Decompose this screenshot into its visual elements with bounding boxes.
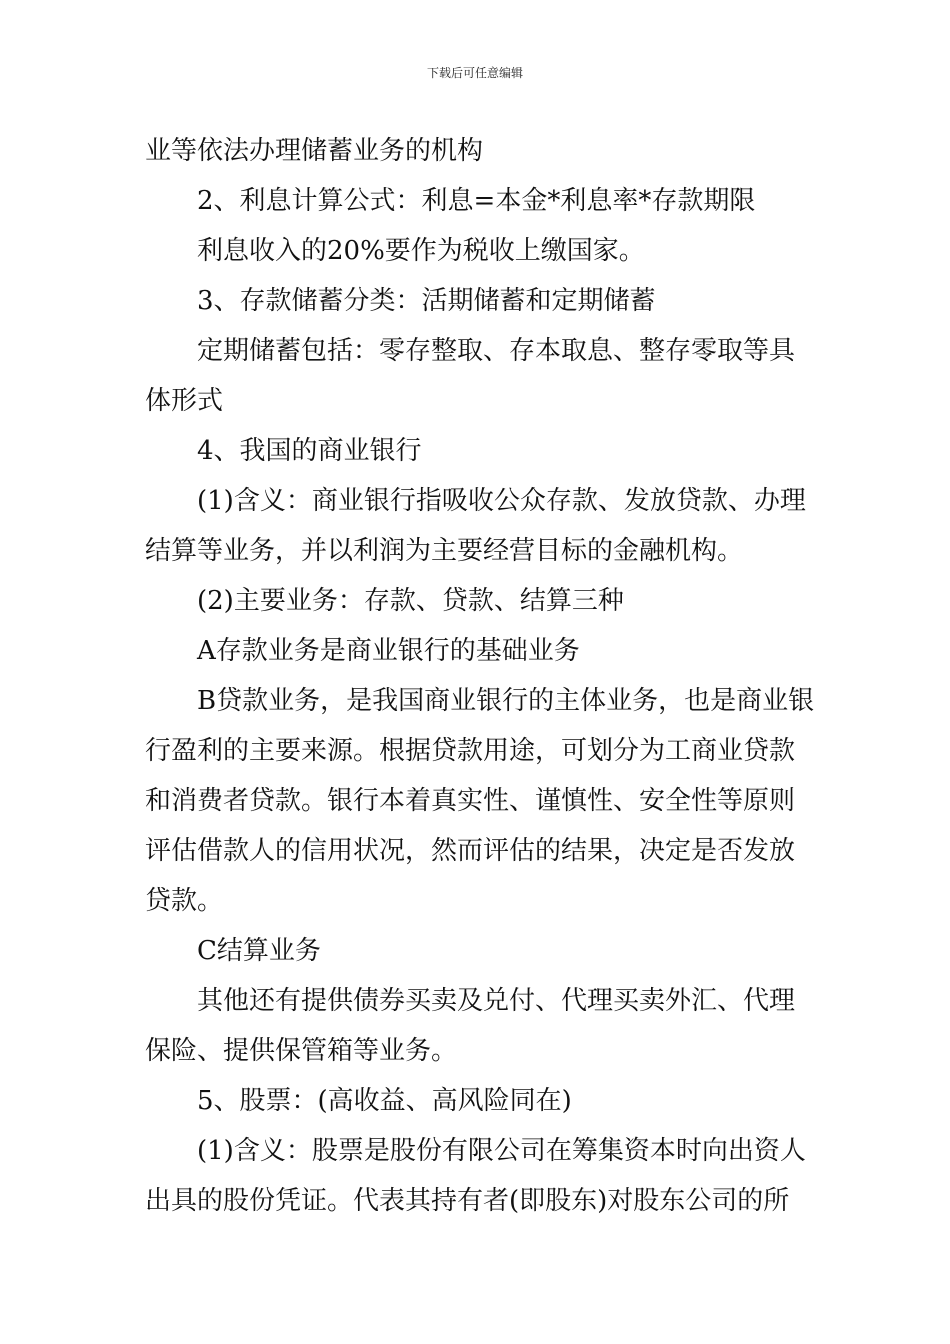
- text-line: A存款业务是商业银行的基础业务: [197, 636, 580, 666]
- text-line: 和消费者贷款。银行本着真实性、谨慎性、安全性等原则: [145, 786, 796, 816]
- text-line: 3、存款储蓄分类：活期储蓄和定期储蓄: [197, 286, 656, 316]
- text-line: 体形式: [145, 386, 224, 416]
- page-header: 下载后可任意编辑: [426, 66, 523, 80]
- text-line: 出具的股份凭证。代表其持有者(即股东)对股东公司的所: [145, 1186, 790, 1216]
- text-line: B贷款业务，是我国商业银行的主体业务，也是商业银: [197, 686, 815, 716]
- text-line: (1)含义：商业银行指吸收公众存款、发放贷款、办理: [197, 486, 806, 516]
- text-line: (1)含义：股票是股份有限公司在筹集资本时向出资人: [197, 1136, 806, 1166]
- document-body: [145, 126, 815, 1226]
- text-line: 2、利息计算公式：利息=本金*利息率*存款期限: [197, 186, 756, 216]
- text-line: (2)主要业务：存款、贷款、结算三种: [197, 586, 624, 616]
- text-line: C结算业务: [197, 936, 321, 966]
- text-line: 其他还有提供债券买卖及兑付、代理买卖外汇、代理: [197, 986, 796, 1016]
- text-line: 5、股票：(高收益、高风险同在): [197, 1086, 572, 1116]
- text-line: 业等依法办理储蓄业务的机构: [145, 136, 484, 166]
- text-line: 4、我国的商业银行: [197, 436, 422, 466]
- text-line: 保险、提供保管箱等业务。: [145, 1036, 458, 1066]
- text-line: 利息收入的20%要作为税收上缴国家。: [197, 236, 645, 266]
- text-line: 定期储蓄包括：零存整取、存本取息、整存零取等具: [197, 336, 796, 366]
- text-line: 结算等业务，并以利润为主要经营目标的金融机构。: [145, 536, 744, 566]
- text-line: 评估借款人的信用状况，然而评估的结果，决定是否发放: [145, 836, 796, 866]
- text-line: 贷款。: [145, 886, 224, 916]
- text-line: 行盈利的主要来源。根据贷款用途，可划分为工商业贷款: [145, 736, 796, 766]
